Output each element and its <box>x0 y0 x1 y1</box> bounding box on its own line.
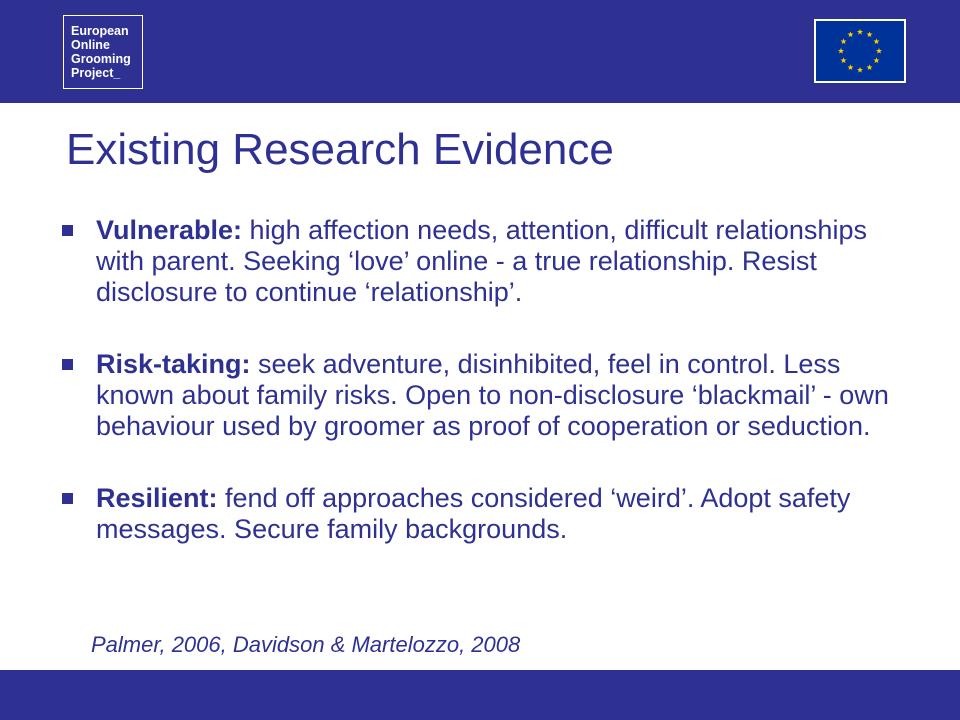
bullet-text: seek adventure, disinhibited, feel in control. Less known about family risks. Open to non-disclosure ‘blackmail’ - own behaviour used by groomer as proof of cooperation or seduction. <box>96 349 889 441</box>
project-logo <box>63 15 143 89</box>
star-icon <box>847 31 853 37</box>
star-icon <box>847 64 853 70</box>
bullet-item-resilient <box>60 483 920 545</box>
bullet-text: fend off approaches considered ‘weird’. Adopt safety messages. Secure family backgrounds. <box>96 483 851 544</box>
star-icon <box>873 38 879 44</box>
star-icon <box>857 29 863 35</box>
square-bullet-icon <box>62 493 73 504</box>
star-icon <box>866 31 872 37</box>
star-icon <box>866 64 872 70</box>
logo-line: Grooming <box>71 52 131 66</box>
bullet-term: Risk-taking: <box>96 349 251 379</box>
bullet-term: Vulnerable: <box>96 215 243 245</box>
bullet-item-vulnerable <box>60 215 920 308</box>
star-icon <box>857 67 863 73</box>
eu-flag-stars <box>816 21 904 81</box>
square-bullet-icon <box>62 359 73 370</box>
logo-line: Online <box>71 38 110 52</box>
slide-title: Existing Research Evidence <box>66 125 614 174</box>
star-icon <box>838 48 844 54</box>
bullet-term: Resilient: <box>96 483 218 513</box>
logo-line: European <box>71 24 129 38</box>
eu-flag-icon <box>814 19 906 83</box>
star-icon <box>841 38 847 44</box>
logo-line: Project_ <box>71 66 121 80</box>
square-bullet-icon <box>62 225 73 236</box>
bullet-text: high affection needs, attention, difficult relationships with parent. Seeking ‘love’ online - a true relationship. Resist disclosure to continue ‘relationship’. <box>96 215 867 307</box>
star-icon <box>876 48 882 54</box>
bullet-item-risk-taking <box>60 349 920 442</box>
footer-bar <box>0 670 960 720</box>
star-icon <box>873 57 879 63</box>
citation: Palmer, 2006, Davidson & Martelozzo, 2008 <box>91 632 521 657</box>
star-icon <box>841 57 847 63</box>
bullet-list <box>60 215 920 545</box>
